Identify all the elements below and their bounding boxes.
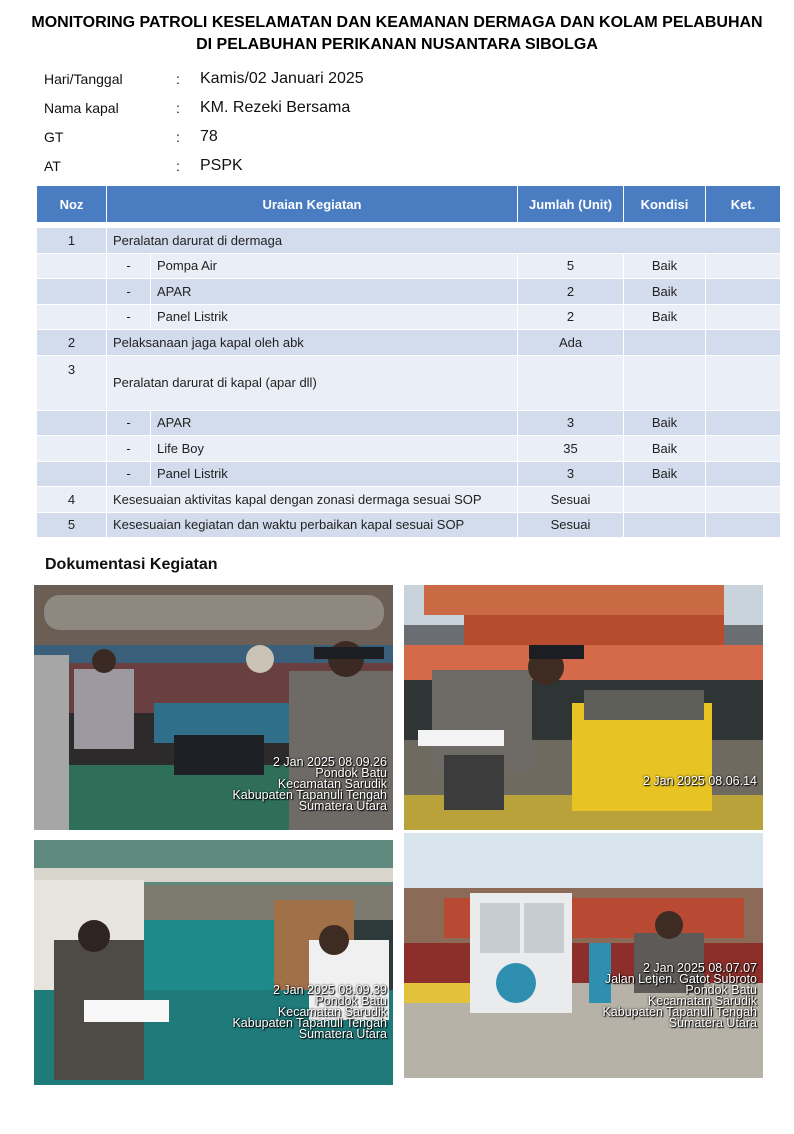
cell-kondisi: Baik: [624, 279, 706, 305]
cell-ket: [706, 512, 781, 538]
photo-scene: [404, 585, 763, 830]
info-label: Hari/Tanggal: [44, 70, 123, 87]
info-colon: :: [176, 99, 180, 116]
cell-no: 4: [37, 487, 107, 513]
documentation-photo-4: [404, 833, 763, 1078]
documentation-photo-2: [404, 585, 763, 830]
cell-kondisi: Baik: [624, 253, 706, 279]
info-colon: :: [176, 70, 180, 87]
cell-item: Panel Listrik: [151, 461, 518, 487]
cell-jumlah: [518, 355, 624, 410]
table-row: [37, 279, 781, 305]
header-ket: Ket.: [706, 186, 781, 223]
table-row: [37, 461, 781, 487]
info-label: AT: [44, 157, 61, 174]
cell-jumlah: 35: [518, 436, 624, 462]
table-row: [37, 410, 781, 436]
table-row: [37, 512, 781, 538]
info-value: Kamis/02 Januari 2025: [200, 69, 364, 87]
cell-uraian: Peralatan darurat di dermaga: [107, 228, 781, 254]
cell-item: Pompa Air: [151, 253, 518, 279]
table-row: [37, 304, 781, 330]
title-line-1: MONITORING PATROLI KESELAMATAN DAN KEAMANAN DERMAGA DAN KOLAM PELABUHAN: [31, 14, 763, 31]
cell-ket: [706, 487, 781, 513]
cell-jumlah: 3: [518, 410, 624, 436]
info-row-date: [44, 64, 544, 93]
documentation-photo-1: [34, 585, 393, 830]
info-colon: :: [176, 157, 180, 174]
cell-no: 5: [37, 512, 107, 538]
cell-kondisi: Baik: [624, 461, 706, 487]
photo-scene: [34, 840, 393, 1085]
cell-no: [37, 436, 107, 462]
cell-kondisi: [624, 330, 706, 356]
cell-uraian: Kesesuaian aktivitas kapal dengan zonasi dermaga sesuai SOP: [107, 487, 518, 513]
header-no: Noz: [37, 186, 107, 223]
info-value: 78: [200, 127, 218, 145]
table-row: [37, 487, 781, 513]
cell-uraian: Pelaksanaan jaga kapal oleh abk: [107, 330, 518, 356]
cell-item: APAR: [151, 410, 518, 436]
cell-dash: -: [107, 461, 151, 487]
cell-jumlah: 5: [518, 253, 624, 279]
title-line-2: DI PELABUHAN PERIKANAN NUSANTARA SIBOLGA: [196, 36, 598, 53]
cell-kondisi: Baik: [624, 410, 706, 436]
info-row-at: [44, 151, 544, 180]
photo-stamp: 2 Jan 2025 08.09.26 Pondok Batu Kecamatan Sarudik Kabupaten Tapanuli Tengah Sumatera Utara: [232, 755, 387, 813]
cell-no: 2: [37, 330, 107, 356]
cell-kondisi: Baik: [624, 436, 706, 462]
header-kondisi: Kondisi: [624, 186, 706, 223]
info-row-ship-name: [44, 93, 544, 122]
photo-stamp: 2 Jan 2025 08.07.07 Jalan Letjen. Gatot Subroto Pondok Batu Kecamatan Sarudik Kabupaten Tapanuli Tengah Sumatera Utara: [602, 961, 757, 1030]
cell-item: Life Boy: [151, 436, 518, 462]
cell-jumlah: 3: [518, 461, 624, 487]
cell-item: Panel Listrik: [151, 304, 518, 330]
info-value: PSPK: [200, 156, 243, 174]
table-header-row: [37, 186, 781, 223]
document-title: [20, 12, 774, 56]
cell-no: [37, 253, 107, 279]
cell-no: [37, 410, 107, 436]
cell-ket: [706, 436, 781, 462]
cell-kondisi: [624, 512, 706, 538]
cell-dash: -: [107, 279, 151, 305]
cell-uraian: Peralatan darurat di kapal (apar dll): [107, 355, 518, 410]
table-row: [37, 436, 781, 462]
documentation-photo-3: [34, 840, 393, 1085]
cell-item: APAR: [151, 279, 518, 305]
photo-stamp: 2 Jan 2025 08.09.39 Pondok Batu Kecamatan Sarudik Kabupaten Tapanuli Tengah Sumatera Utara: [232, 983, 387, 1041]
cell-kondisi: [624, 487, 706, 513]
activity-table: [36, 185, 781, 538]
info-value: KM. Rezeki Bersama: [200, 98, 351, 116]
cell-jumlah: 2: [518, 279, 624, 305]
cell-jumlah: 2: [518, 304, 624, 330]
vessel-info: [44, 64, 544, 180]
table-row: [37, 253, 781, 279]
cell-ket: [706, 461, 781, 487]
cell-no: 1: [37, 228, 107, 254]
cell-uraian: Kesesuaian kegiatan dan waktu perbaikan kapal sesuai SOP: [107, 512, 518, 538]
cell-dash: -: [107, 436, 151, 462]
cell-ket: [706, 410, 781, 436]
cell-kondisi: [624, 355, 706, 410]
cell-jumlah: Ada: [518, 330, 624, 356]
cell-jumlah: Sesuai: [518, 512, 624, 538]
cell-kondisi: Baik: [624, 304, 706, 330]
header-jumlah: Jumlah (Unit): [518, 186, 624, 223]
cell-dash: -: [107, 304, 151, 330]
cell-ket: [706, 355, 781, 410]
table-row: [37, 330, 781, 356]
cell-ket: [706, 304, 781, 330]
cell-no: [37, 461, 107, 487]
photo-stamp: 2 Jan 2025 08.06.14: [643, 774, 757, 788]
cell-jumlah: Sesuai: [518, 487, 624, 513]
table-row: [37, 355, 781, 410]
cell-no: [37, 304, 107, 330]
cell-ket: [706, 330, 781, 356]
cell-no: [37, 279, 107, 305]
cell-dash: -: [107, 410, 151, 436]
table-row: [37, 228, 781, 254]
header-uraian: Uraian Kegiatan: [107, 186, 518, 223]
cell-ket: [706, 253, 781, 279]
info-label: Nama kapal: [44, 99, 119, 116]
info-colon: :: [176, 128, 180, 145]
documentation-title: Dokumentasi Kegiatan: [45, 556, 218, 573]
photo-scene: [404, 833, 763, 1078]
info-label: GT: [44, 128, 64, 145]
cell-no: 3: [37, 355, 107, 410]
cell-dash: -: [107, 253, 151, 279]
info-row-gt: [44, 122, 544, 151]
cell-ket: [706, 279, 781, 305]
